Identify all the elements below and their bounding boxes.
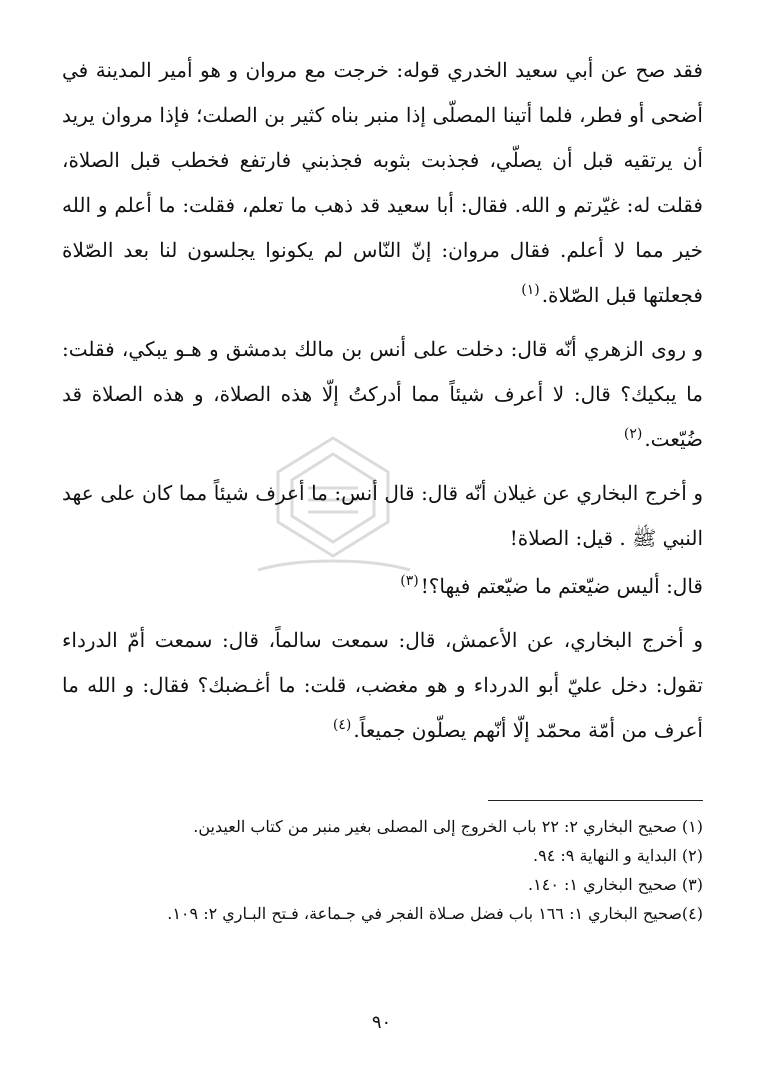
footnote-ref: (٢) — [623, 426, 643, 442]
paragraph-text: و أخرج البخاري، عن الأعمش، قال: سمعت سالماً، قال: سمعت أمّ الدرداء تقول: دخل عليّ أبو الدرداء و هو مغضب، قلت: ما أغـضبك؟ فقال: و الله ما أعرف من أمّة محمّد إلّا أنّهم يصلّون جميعاً. — [62, 628, 703, 742]
page-number: ٩٠ — [371, 1012, 392, 1033]
paragraph — [62, 618, 703, 756]
footnote-item: (٤)صحيح البخاري ١: ١٦٦ باب فضل صـلاة الفجر في جـماعة، فـتح البـاري ٢: ١٠٩. — [167, 904, 703, 923]
footnote-ref: (٤) — [332, 717, 352, 733]
footnote-item: (٢) البداية و النهاية ٩: ٩٤. — [533, 846, 703, 865]
footnote-ref: (١) — [521, 282, 540, 298]
paragraph-text: قال: أليس ضيّعتم ما ضيّعتم فيها؟! — [420, 574, 703, 598]
footnote-divider — [488, 800, 703, 801]
paragraph-text: و أخرج البخاري عن غيلان أنّه قال: قال أنس: ما أعرف شيئاً مما كان على عهد النبي ﷺ . قيل: الصلاة! — [62, 481, 703, 550]
footnote-item: (٣) صحيح البخاري ١: ١٤٠. — [528, 875, 703, 894]
paragraph — [62, 327, 703, 465]
main-text — [62, 48, 703, 756]
footnote-item: (١) صحيح البخاري ٢: ٢٢ باب الخروج إلى المصلى بغير منبر من كتاب العيدين. — [193, 817, 703, 836]
paragraph — [62, 471, 703, 564]
footnotes — [66, 812, 703, 928]
paragraph-text: و روى الزهري أنّه قال: دخلت على أنس بن مالك بدمشق و هـو يبكي، فقلت: ما يبكيك؟ قال: لا أعرف شيئاً مما أدركتُ إلّا هذه الصلاة، و هذه الصلاة قد ضُيّعت. — [62, 337, 703, 451]
paragraph — [62, 48, 703, 321]
footnote-ref: (٣) — [400, 573, 419, 589]
paragraph-text: فقد صح عن أبي سعيد الخدري قوله: خرجت مع مروان و هو أمير المدينة في أضحى أو فطر، فلما أتينا المصلّى إذا منبر بناه كثير بن الصلت؛ فإذا مروان يريد أن يرتقيه قبل أن يصلّي، فجذبت بثوبه فجذبني فارتفع فخطب قبل الصلاة، فقلت له: غيّرتم و الله. فقال: أبا سعيد قد ذهب ما تعلم، فقلت: ما أعلم و الله خير مما لا أعلم. فقال مروان: إنّ النّاس لم يكونوا يجلسون لنا بعد الصّلاة فجعلتها قبل الصّلاة. — [62, 58, 703, 307]
paragraph — [62, 564, 703, 612]
